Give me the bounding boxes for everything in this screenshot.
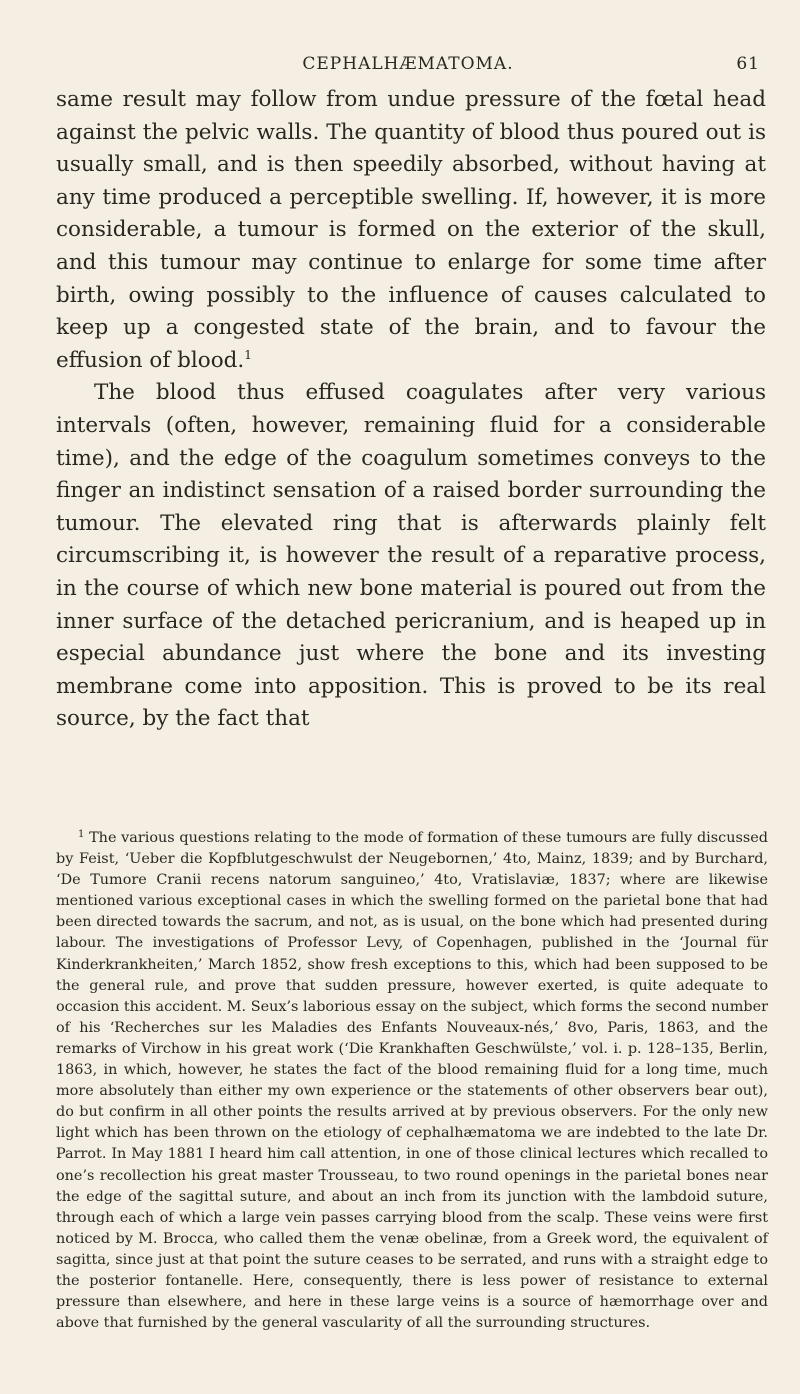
page-number: 61: [736, 54, 760, 74]
main-text: [56, 84, 766, 736]
paragraph: [56, 84, 766, 377]
running-header: [56, 52, 760, 76]
paragraph: [56, 377, 766, 736]
running-title: CEPHALHÆMATOMA.: [302, 54, 514, 74]
footnote-mark: 1: [78, 829, 85, 840]
footnote-text: The various questions relating to the mode of formation of these tumours are fully discussed by Feist, ‘Ueber die Kopfblutgeschwulst der Neugebornen,’ 4to, Mainz, 1839; and by Burchard, ‘De Tumore Cranii recens natorum sanguineo,’ 4to, Vratislaviæ, 1837; where are likewise mentioned various exceptional cases in which the swelling formed on the parietal bone that had been directed towards the sacrum, and not, as is usual, on the bone which had presented during labour. The investigations of Professor Levy, of Copenhagen, published in the ‘Journal für Kinderkrankheiten,’ March 1852, show fresh exceptions to this, which had been supposed to be the general rule, and prove that sudden pressure, however exerted, is quite adequate to occasion this accident. M. Seux’s laborious essay on the subject, which forms the second number of his ‘Recherches sur les Maladies des Enfants Nouveaux-nés,’ 8vo, Paris, 1863, and the remarks of Virchow in his great work (‘Die Krankhaften Geschwülste,’ vol. i. p. 128–135, Berlin, 1863, in which, however, he states the fact of the blood remaining fluid for a long time, much more absolutely than either my own experience or the statements of other observers bear out), do but confirm in all other points the results arrived at by previous observers. For the only new light which has been thrown on the etiology of cephalhæmatoma we are indebted to the late Dr. Parrot. In May 1881 I heard him call attention, in one of those clinical lectures which recalled to one’s recollection his great master Trousseau, to two round openings in the parietal bones near the edge of the sagittal suture, and about an inch from its junction with the lambdoid suture, through each of which a large vein passes carrying blood from the scalp. These veins were first noticed by M. Brocca, who called them the venæ obelinæ, from a Greek word, the equivalent of sagitta, since just at that point the suture ceases to be serrated, and runs with a straight edge to the posterior fontanelle. Here, consequently, there is less power of resistance to external pressure than elsewhere, and here in these large veins is a source of hæmorrhage over and above that furnished by the general vascularity of all the surrounding structures.: [56, 830, 768, 1332]
footnote: [56, 828, 768, 1334]
paragraph-text: The blood thus effused coagulates after very various intervals (often, however, remaining fluid for a considerable time), and the edge of the coagulum sometimes conveys to the finger an indistinct sensation of a raised border surrounding the tumour. The elevated ring that is afterwards plainly felt circumscribing it, is however the result of a reparative process, in the course of which new bone material is poured out from the inner surface of the detached pericranium, and is heaped up in especial abundance just where the bone and its investing membrane come into apposition. This is proved to be its real source, by the fact that: [56, 380, 766, 732]
paragraph-text: same result may follow from undue pressure of the fœtal head against the pelvic walls. The quantity of blood thus poured out is usually small, and is then speedily absorbed, without having at any time produced a perceptible swelling. If, however, it is more considerable, a tumour is formed on the exterior of the skull, and this tumour may continue to enlarge for some time after birth, owing possibly to the influence of causes calculated to keep up a congested state of the brain, and to favour the effusion of blood.: [56, 87, 766, 373]
footnote-reference: 1: [244, 347, 252, 362]
